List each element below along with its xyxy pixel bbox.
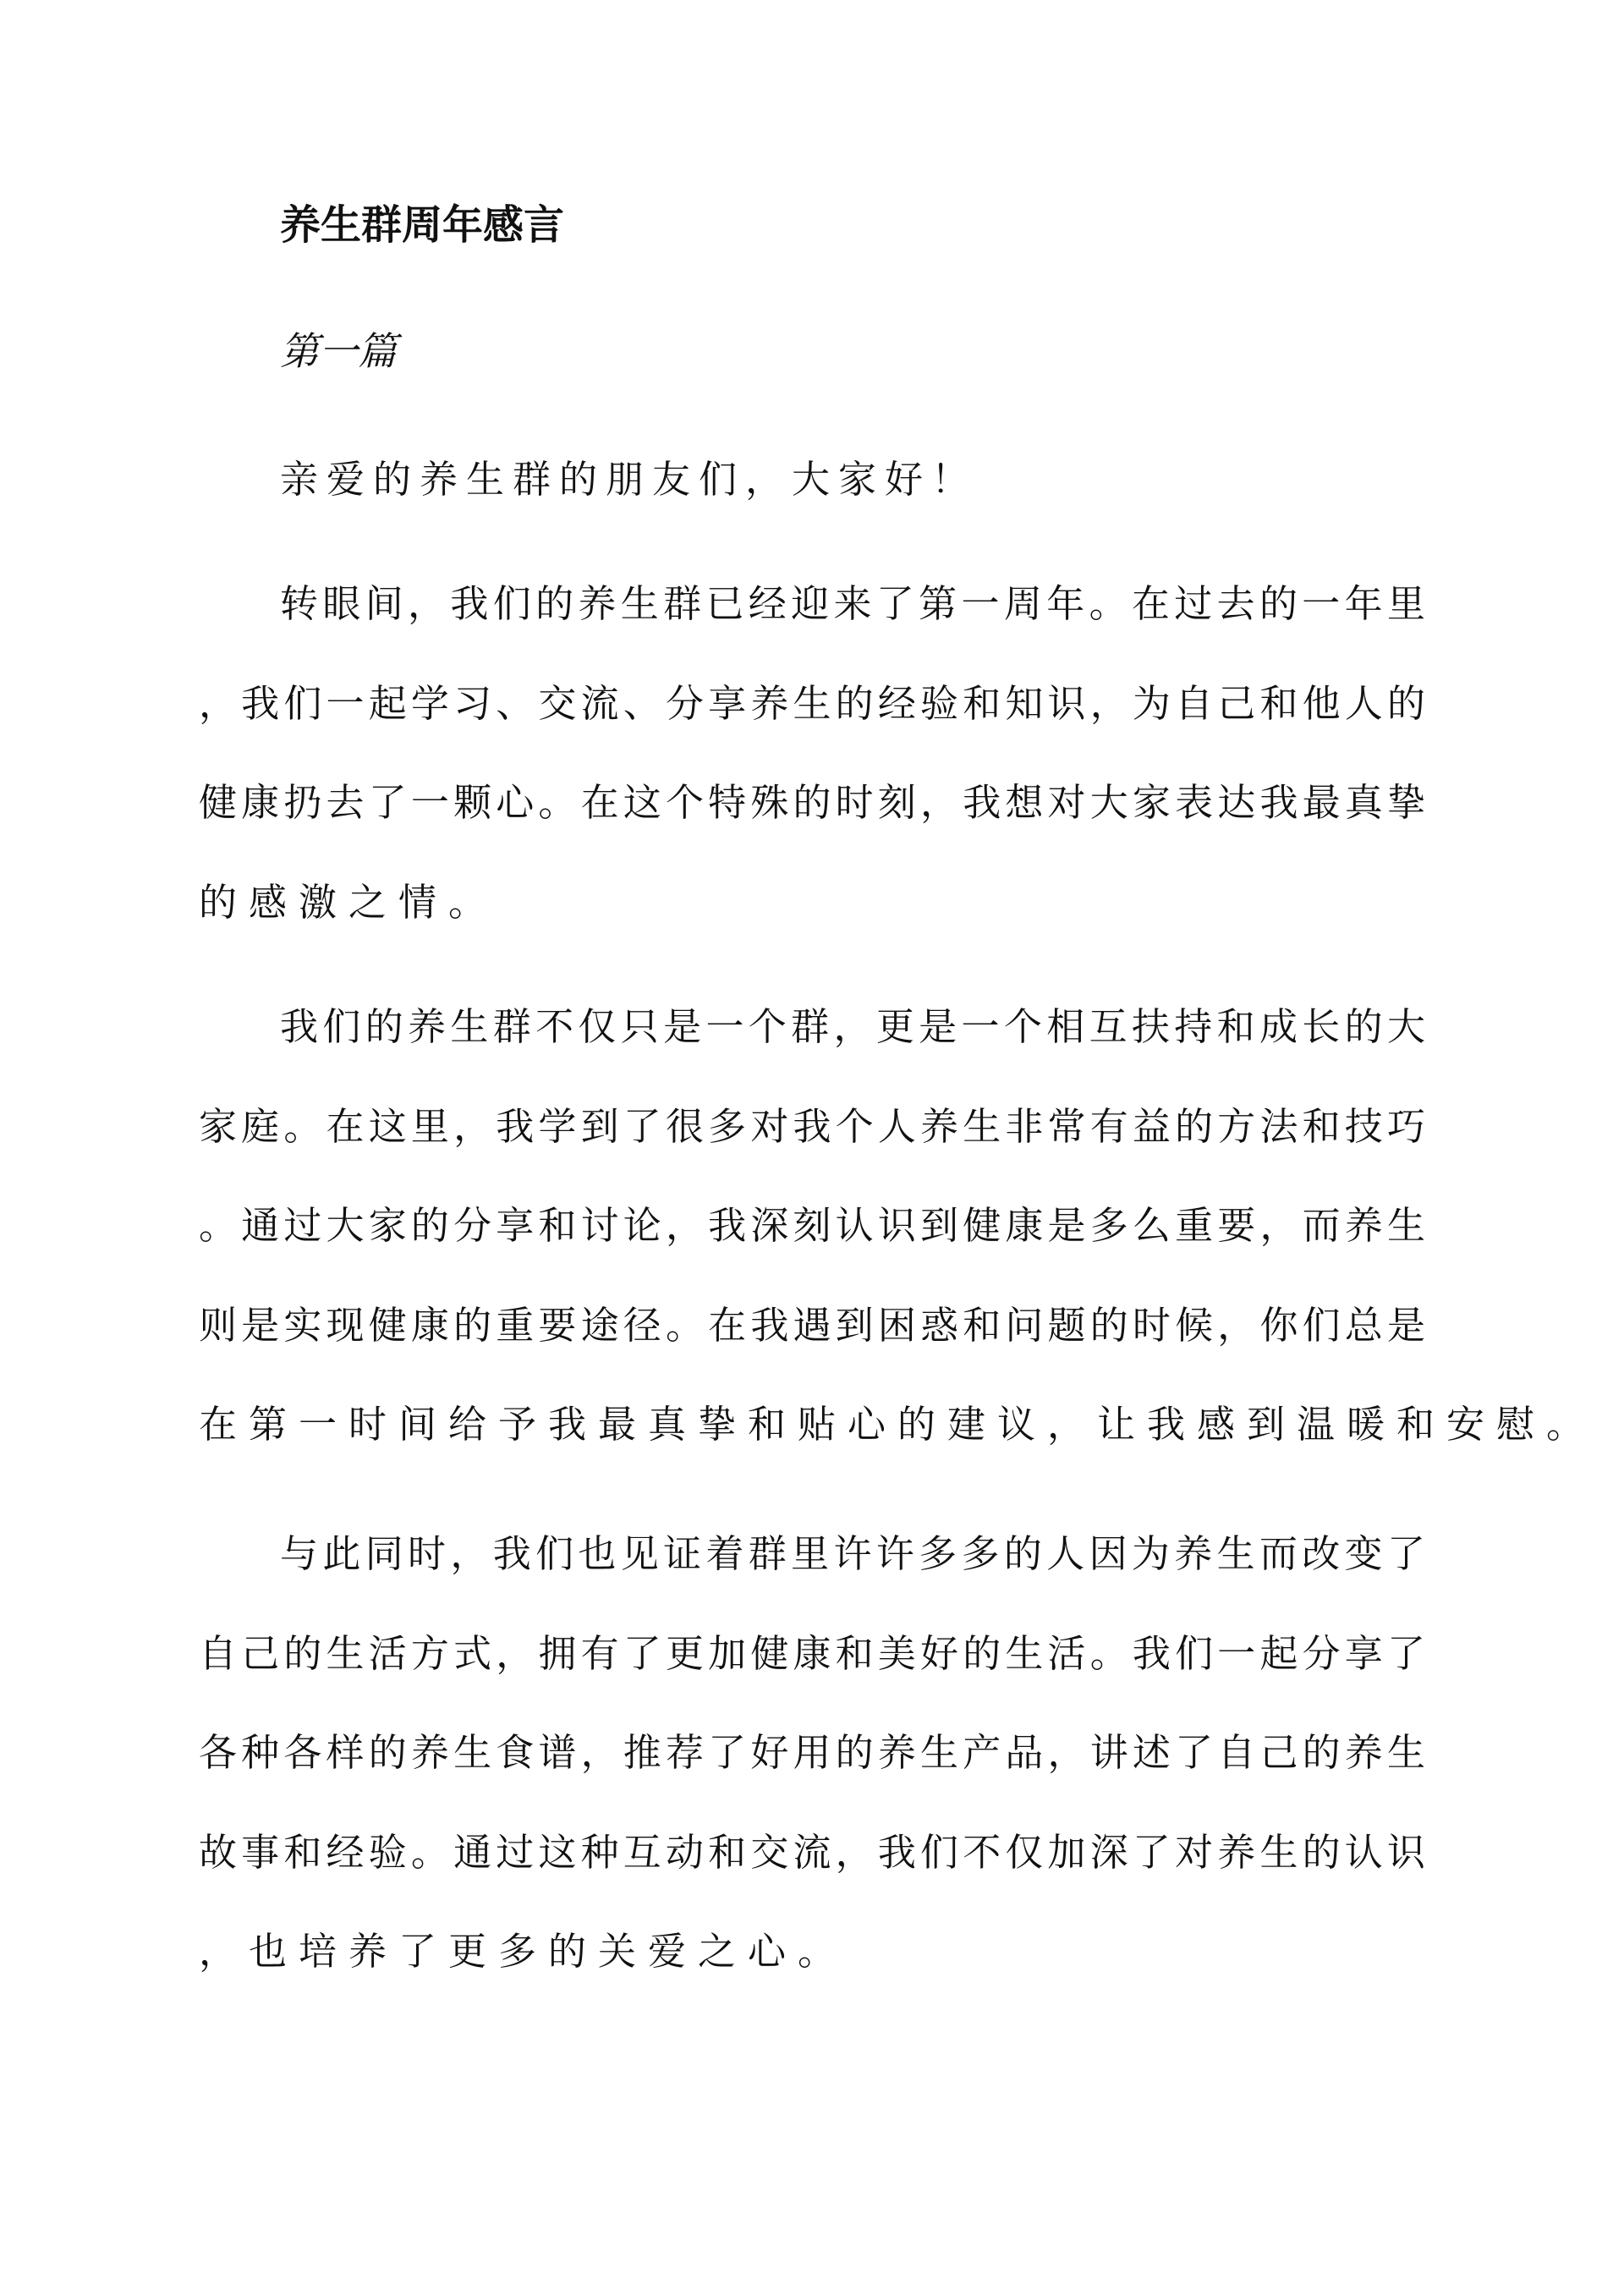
text-line: 与此同时，我们也见证着群里许许多多的人因为养生而改变了: [280, 1531, 1425, 1576]
document-title: 养生群周年感言: [280, 201, 565, 249]
text-line: 在第一时间给予我最真挚和贴心的建议，让我感到温暖和安慰。: [199, 1402, 1597, 1447]
paragraph-3: [199, 1529, 1425, 2026]
text-line: 各种各样的养生食谱，推荐了好用的养生产品，讲述了自己的养生: [199, 1730, 1425, 1775]
text-line: 健康扔去了一颗心。在这个特殊的时刻，我想对大家表达我最真挚: [199, 780, 1425, 825]
text-line: 则是实现健康的重要途径。在我遇到困惑和问题的时候，你们总是: [199, 1302, 1425, 1348]
text-line: 故事和经验。通过这种互动和交流，我们不仅加深了对养生的认识: [199, 1829, 1425, 1875]
greeting: 亲爱的养生群的朋友们，大家好！: [280, 457, 979, 502]
paragraph-1: [199, 579, 1425, 976]
text-line: ，我们一起学习、交流、分享养生的经验和知识，为自己和他人的: [199, 680, 1425, 726]
text-line: 自己的生活方式，拥有了更加健康和美好的生活。我们一起分享了: [199, 1630, 1425, 1676]
text-line: 的感激之情。: [199, 879, 499, 925]
text-line: 转眼间，我们的养生群已经迎来了第一周年。在过去的一年里: [280, 581, 1425, 626]
paragraph-2: [199, 1002, 1597, 1499]
text-line: 。通过大家的分享和讨论，我深刻认识到健康是多么重要，而养生: [199, 1203, 1425, 1248]
text-line: 我们的养生群不仅只是一个群，更是一个相互扶持和成长的大: [280, 1004, 1425, 1049]
section-heading: 第一篇: [280, 328, 397, 374]
text-line: ，也培养了更多的关爱之心。: [199, 1929, 848, 1974]
text-line: 家庭。在这里，我学到了很多对我个人养生非常有益的方法和技巧: [199, 1103, 1425, 1149]
